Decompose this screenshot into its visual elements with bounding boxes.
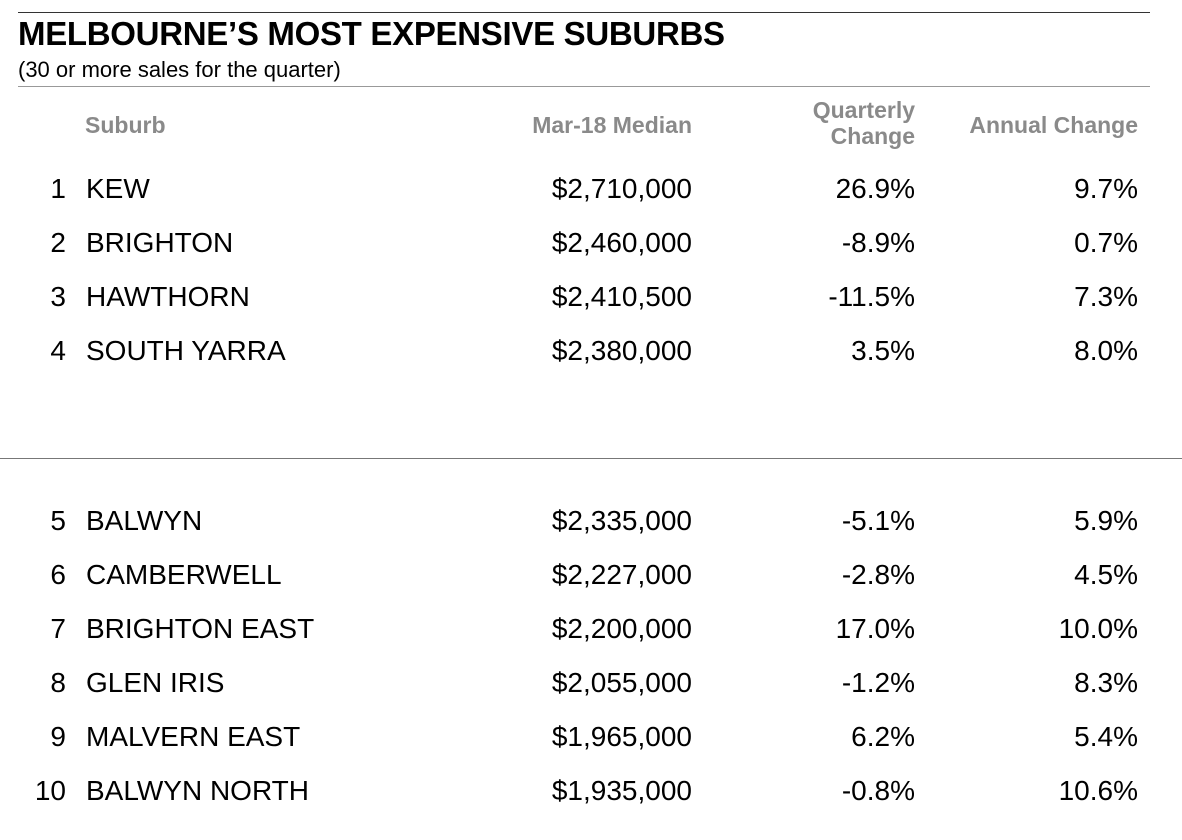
row-quarterly-change: 17.0% xyxy=(835,613,915,644)
row-rank: 3 xyxy=(50,281,66,312)
row-median: $1,935,000 xyxy=(551,775,692,806)
row-annual-change: 5.9% xyxy=(1074,505,1138,536)
row-annual-change: 4.5% xyxy=(1074,559,1138,590)
row-quarterly-change: -1.2% xyxy=(841,667,915,698)
row-rank: 10 xyxy=(34,775,66,806)
table-row xyxy=(0,557,1182,593)
row-median: $2,380,000 xyxy=(551,335,692,366)
table-row xyxy=(0,611,1182,647)
table-row xyxy=(0,503,1182,539)
row-median: $2,410,500 xyxy=(551,281,692,312)
row-suburb: MALVERN EAST xyxy=(86,721,301,752)
row-suburb: BALWYN xyxy=(86,505,203,536)
row-quarterly-change: 3.5% xyxy=(851,335,915,366)
row-annual-change: 10.0% xyxy=(1058,613,1138,644)
row-median: $2,710,000 xyxy=(551,173,692,204)
row-quarterly-change: -11.5% xyxy=(828,281,915,312)
row-quarterly-change: -8.9% xyxy=(841,227,915,258)
row-quarterly-change: -2.8% xyxy=(841,559,915,590)
table-row xyxy=(0,225,1182,261)
column-header-annual-change: Annual Change xyxy=(969,112,1138,138)
row-suburb: BRIGHTON xyxy=(86,227,234,258)
row-median: $2,460,000 xyxy=(551,227,692,258)
row-quarterly-change: -5.1% xyxy=(841,505,915,536)
row-median: $1,965,000 xyxy=(551,721,692,752)
row-suburb: HAWTHORN xyxy=(86,281,250,312)
column-header-suburb: Suburb xyxy=(85,112,166,138)
row-rank: 6 xyxy=(50,559,66,590)
row-rank: 9 xyxy=(50,721,66,752)
row-annual-change: 7.3% xyxy=(1074,281,1138,312)
row-suburb: BALWYN NORTH xyxy=(86,775,309,806)
chart-subtitle: (30 or more sales for the quarter) xyxy=(18,57,341,82)
row-annual-change: 0.7% xyxy=(1074,227,1138,258)
row-rank: 7 xyxy=(50,613,66,644)
row-annual-change: 9.7% xyxy=(1074,173,1138,204)
row-median: $2,227,000 xyxy=(551,559,692,590)
row-rank: 8 xyxy=(50,667,66,698)
row-quarterly-change: -0.8% xyxy=(841,775,915,806)
row-rank: 4 xyxy=(50,335,66,366)
row-rank: 5 xyxy=(50,505,66,536)
row-median: $2,200,000 xyxy=(551,613,692,644)
row-quarterly-change: 6.2% xyxy=(851,721,915,752)
row-median: $2,055,000 xyxy=(551,667,692,698)
row-rank: 1 xyxy=(50,173,66,204)
row-suburb: CAMBERWELL xyxy=(86,559,282,590)
table-row xyxy=(0,665,1182,701)
row-annual-change: 8.0% xyxy=(1074,335,1138,366)
row-suburb: GLEN IRIS xyxy=(86,667,225,698)
row-suburb: SOUTH YARRA xyxy=(86,335,286,366)
row-suburb: BRIGHTON EAST xyxy=(86,613,315,644)
row-annual-change: 8.3% xyxy=(1074,667,1138,698)
row-annual-change: 10.6% xyxy=(1058,775,1138,806)
table-row xyxy=(0,279,1182,315)
row-median: $2,335,000 xyxy=(551,505,692,536)
row-rank: 2 xyxy=(50,227,66,258)
column-header-median: Mar-18 Median xyxy=(532,112,692,138)
column-header-quarterly-line2: Change xyxy=(830,123,915,149)
table-row xyxy=(0,171,1182,207)
chart-title: MELBOURNE’S MOST EXPENSIVE SUBURBS xyxy=(18,15,725,52)
table-row xyxy=(0,333,1182,369)
row-annual-change: 5.4% xyxy=(1074,721,1138,752)
table-row xyxy=(0,773,1182,809)
column-header-quarterly-line1: Quarterly xyxy=(812,97,915,123)
row-suburb: KEW xyxy=(86,173,150,204)
table-row xyxy=(0,719,1182,755)
row-quarterly-change: 26.9% xyxy=(835,173,915,204)
